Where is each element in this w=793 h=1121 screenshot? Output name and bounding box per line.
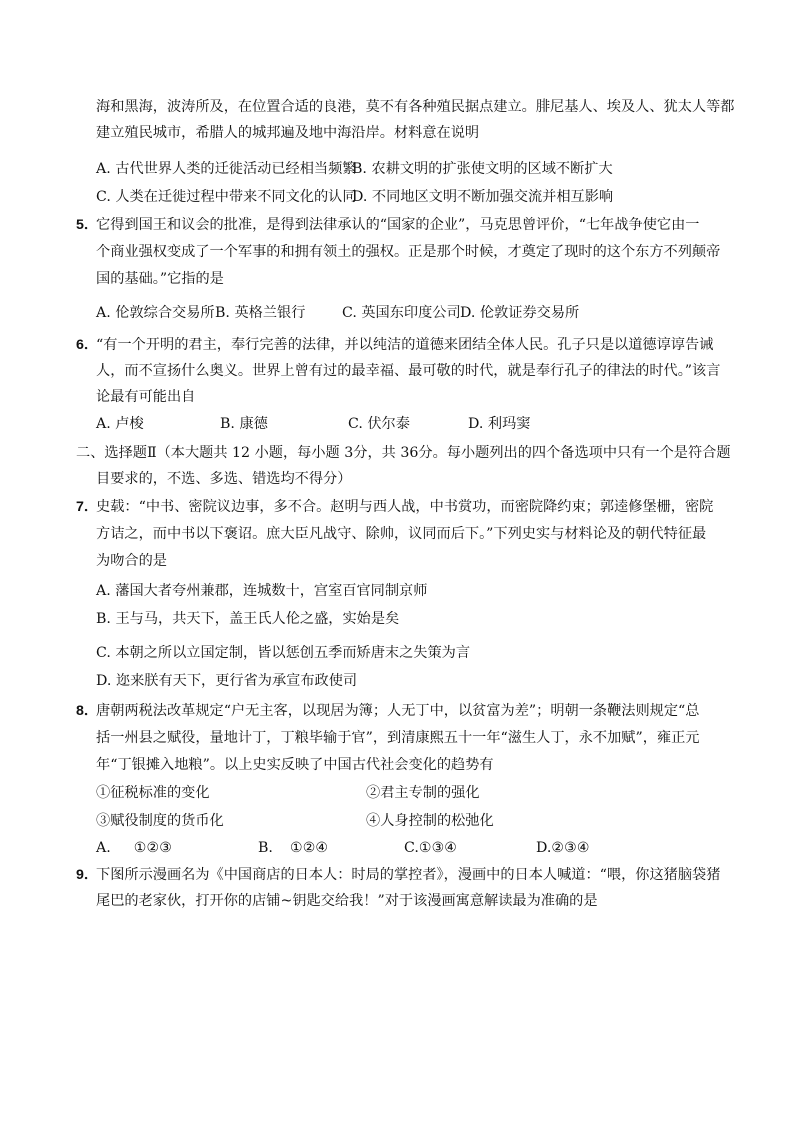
- q5-number: 5．: [76, 217, 99, 233]
- q6-stem-line3: 论最有可能出自: [96, 389, 196, 405]
- q8-option-d: D.②③④: [536, 840, 590, 856]
- q4-option-d: D. 不同地区文明不断加强交流并相互影响: [352, 189, 614, 205]
- q6-option-d: D. 利玛窦: [468, 416, 531, 432]
- section-2-heading-line1: 二、选择题Ⅱ（本大题共 12 小题，每小题 3分，共 36分。每小题列出的四个备选项中只有一个是符合题: [76, 445, 731, 461]
- q6-option-b: B. 康德: [220, 416, 268, 432]
- q8-option-b-value: ①②④: [289, 840, 329, 856]
- q8-stem-line1: 唐朝两税法改革规定“户无主客，以现居为簿；人无丁中，以贫富为差”；明朝一条鞭法则规定“总: [96, 703, 700, 719]
- q6-number: 6．: [76, 337, 99, 353]
- q4-option-b: B. 农耕文明的扩张使文明的区域不断扩大: [352, 161, 613, 177]
- q5-option-b: B. 英格兰银行: [215, 305, 306, 321]
- q4-stem-line1: 海和黑海，波涛所及，在位置合适的良港，莫不有各种殖民据点建立。腓尼基人、埃及人、犹太人等都: [96, 99, 735, 115]
- q9-number: 9．: [76, 867, 99, 883]
- q8-stem-line2: 括一州县之赋役，量地计丁，丁粮毕输于官”，到清康熙五十一年“滋生人丁，永不加赋”，雍正元: [96, 730, 700, 746]
- q8-item-3: ③赋役制度的货币化: [96, 813, 224, 829]
- q9-stem-line2: 尾巴的老家伙，打开你的店铺~钥匙交给我！”对于该漫画寓意解读最为准确的是: [96, 893, 598, 909]
- q6-option-c: C. 伏尔泰: [348, 416, 410, 432]
- q9-stem-line1: 下图所示漫画名为《中国商店的日本人：时局的掌控者》，漫画中的日本人喊道：“喂，你这猪脑袋猪: [96, 867, 721, 883]
- q7-stem-line3: 为吻合的是: [96, 553, 167, 569]
- q8-number: 8．: [76, 703, 99, 719]
- q5-option-a: A. 伦敦综合交易所: [96, 305, 215, 321]
- section-2-heading-line2: 目要求的，不选、多选、错选均不得分）: [96, 471, 352, 487]
- q8-option-a-label: A.: [96, 840, 111, 856]
- q7-stem-line2: 方诘之，而中书以下褒诏。庶大臣凡战守、除帅，议同而后下。”下列史实与材料论及的朝代特征最: [96, 526, 707, 542]
- q8-option-a: [96, 837, 172, 859]
- q5-stem-line3: 国的基础。”它指的是: [96, 271, 224, 287]
- q7-number: 7．: [76, 499, 99, 515]
- q5-stem-line1: 它得到国王和议会的批准，是得到法律承认的“国家的企业”，马克思曾评价，“七年战争使它由一: [96, 217, 700, 233]
- q8-item-4: ④人身控制的松弛化: [366, 813, 494, 829]
- q8-option-b: [258, 837, 328, 859]
- q8-item-1: ①征税标准的变化: [96, 785, 210, 801]
- q7-option-a: A. 藩国大者夸州兼郡，连城数十，宫室百官同制京师: [96, 583, 428, 599]
- q7-option-d: D. 迩来朕有天下，更行省为承宣布政使司: [96, 673, 358, 689]
- q7-option-b: B. 王与马，共天下，盖王氏人伦之盛，实始是矣: [96, 611, 400, 627]
- q4-stem-line2: 建立殖民城市，希腊人的城邦遍及地中海沿岸。材料意在说明: [96, 125, 480, 141]
- q5-option-d: D. 伦敦证券交易所: [460, 305, 580, 321]
- q4-option-a: A. 古代世界人类的迁徙活动已经相当频繁: [96, 161, 357, 177]
- q6-stem-line2: 人，而不宣扬什么奥义。世界上曾有过的最幸福、最可敬的时代，就是奉行孔子的律法的时代。”该言: [96, 363, 721, 379]
- q8-option-b-label: B.: [258, 840, 273, 856]
- q5-stem-line2: 个商业强权变成了一个军事的和拥有领土的强权。正是那个时候，才奠定了现时的这个东方不列颠帝: [96, 244, 721, 260]
- q6-option-a: A. 卢梭: [96, 416, 144, 432]
- q4-option-c: C. 人类在迁徙过程中带来不同文化的认同: [96, 189, 357, 205]
- q8-option-c: C.①③④: [404, 840, 458, 856]
- q6-stem-line1: “有一个开明的君主，奉行完善的法律，并以纯洁的道德来团结全体人民。孔子只是以道德谆谆告诫: [96, 337, 714, 353]
- q7-stem-line1: 史载：“中书、密院议边事，多不合。赵明与西人战，中书赏功，而密院降约束；郭逵修堡栅，密院: [96, 499, 714, 515]
- q8-item-2: ②君主专制的强化: [366, 785, 480, 801]
- q5-option-c: C. 英国东印度公司: [342, 305, 461, 321]
- q8-stem-line3: 年“丁银摊入地粮”。以上史实反映了中国古代社会变化的趋势有: [96, 757, 494, 773]
- q7-option-c: C. 本朝之所以立国定制，皆以惩创五季而矫唐末之失策为言: [96, 645, 471, 661]
- q8-option-a-value: ①②③: [133, 840, 172, 856]
